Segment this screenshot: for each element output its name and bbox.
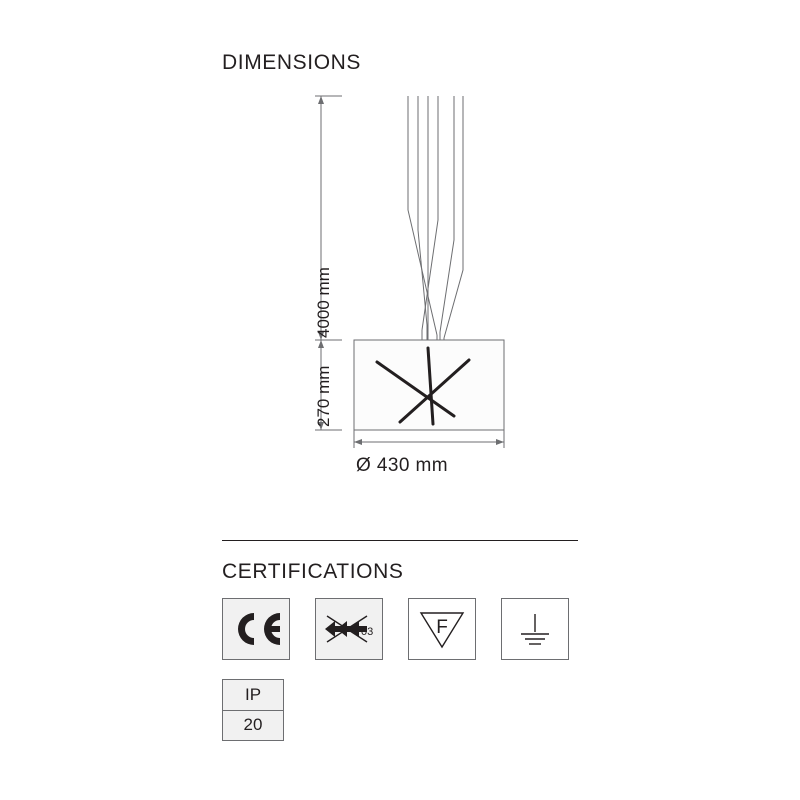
svg-text:F: F [436,617,448,638]
overall-height-label: 4000 mm [314,267,333,338]
shade-diameter-label: Ø 430 mm [356,455,448,476]
ip-rating-badge [222,679,284,741]
earth-ground-icon [510,606,560,652]
ce-mark-badge [222,598,290,660]
energy-saving-mark-badge [315,598,383,660]
ip-rating-row [222,679,284,741]
certifications-section-title: CERTIFICATIONS [222,560,404,583]
dimensions-drawing [222,90,582,500]
f-mark-badge [408,598,476,660]
lamp-technical-drawing [222,90,582,500]
ip-rating-prefix: IP [223,680,283,711]
shade-height-label: 270 mm [314,365,333,427]
ip-rating-value: 20 [243,715,263,735]
certification-badges-row [222,598,569,660]
energy-saving-icon [321,608,377,650]
f-mark-icon [417,607,467,651]
dimensions-section-title: DIMENSIONS [222,51,362,74]
earth-ground-mark-badge [501,598,569,660]
ce-icon [228,609,284,649]
section-divider [222,540,578,541]
energy-saving-mark-label: 03 [361,626,374,638]
